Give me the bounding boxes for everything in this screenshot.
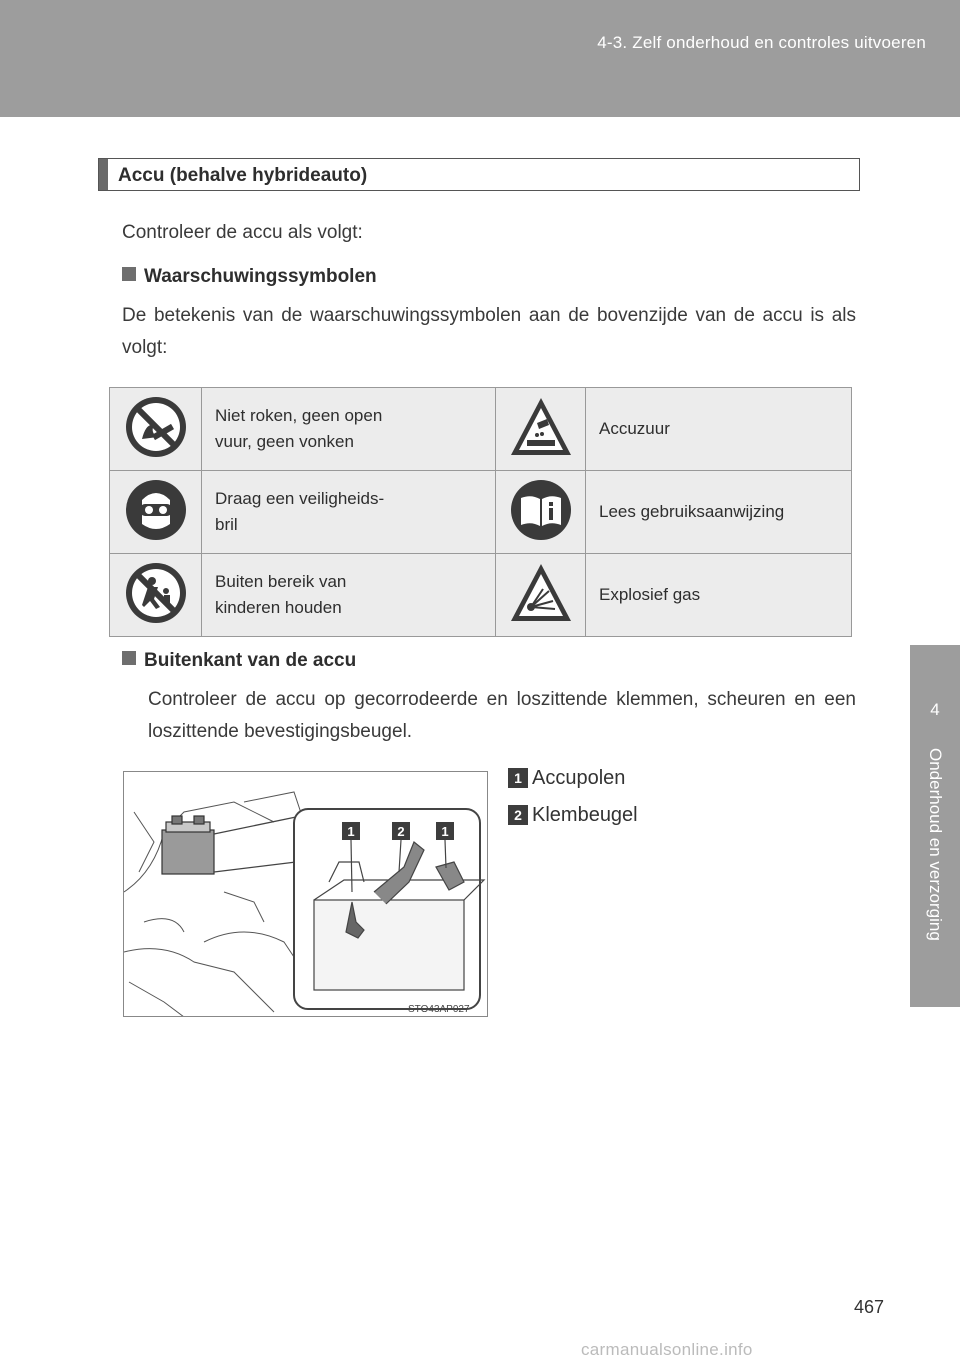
side-tab-number: 4 [930,700,940,719]
legend-label: Klembeugel [532,804,638,826]
warning-symbols-table [109,387,852,637]
table-row [110,388,852,471]
keep-away-children-icon [124,561,188,625]
explosive-gas-icon [509,561,573,625]
side-tab [910,645,960,1007]
battery-illustration [124,772,488,1017]
callout-label: 2 [397,824,405,839]
table-row [110,554,852,637]
intro-text: Controleer de accu als volgt: [122,222,363,243]
section-title-box [98,158,860,191]
table-row [110,471,852,554]
callout-label: 1 [441,824,449,839]
page-number: 467 [854,1297,885,1317]
warning-label: Niet roken, geen open [215,406,383,425]
warning-label: Buiten bereik van [215,572,347,591]
legend-label: Accupolen [532,767,626,789]
callout-label: 1 [347,824,355,839]
legend-item [508,804,638,827]
warnings-heading: Waarschuwingssymbolen [122,266,377,288]
no-smoking-icon [124,395,188,459]
exterior-heading: Buitenkant van de accu [122,650,356,672]
warning-label: bril [215,515,238,534]
warning-label: kinderen houden [215,598,342,617]
warning-label: vuur, geen vonken [215,432,354,451]
legend-number: 1 [508,768,528,788]
warnings-paragraph: De betekenis van de waarschuwingssymbolen aan de bovenzijde van de accu is als volgt: [122,305,856,358]
warning-label: Draag een veiligheids- [215,489,385,508]
legend-number: 2 [508,805,528,825]
warning-label: Accuzuur [599,419,670,438]
legend-item [508,767,625,790]
safety-goggles-icon [124,478,188,542]
battery-diagram [123,771,488,1017]
bullet-square-icon [122,651,136,665]
read-manual-icon [509,478,573,542]
bullet-square-icon [122,267,136,281]
warning-label: Explosief gas [599,585,701,604]
side-tab-label: Onderhoud en verzorging [926,748,945,941]
exterior-paragraph: Controleer de accu op gecorrodeerde en loszittende klemmen, scheuren en een loszittende bevestigingsbeugel. [148,689,856,742]
warning-label: Lees gebruiksaanwijzing [599,502,785,521]
battery-acid-icon [509,395,573,459]
chapter-title: 4-3. Zelf onderhoud en controles uitvoeren [597,33,926,52]
watermark-link[interactable]: carmanualsonline.info [581,1340,753,1359]
figure-code: STO43AP027 [408,1004,470,1015]
header-bar [0,0,960,117]
section-title: Accu (behalve hybrideauto) [118,165,368,186]
